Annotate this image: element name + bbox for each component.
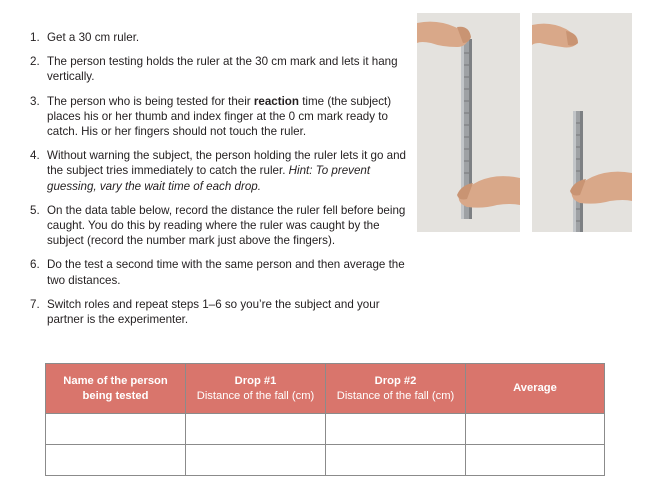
table-cell[interactable] (466, 445, 605, 476)
table-cell[interactable] (326, 445, 466, 476)
header-line: Drop #1 (234, 374, 277, 387)
step-6 (30, 257, 415, 287)
table-cell[interactable] (186, 445, 326, 476)
column-header-drop-2 (326, 364, 466, 414)
step-number: 1. (30, 31, 40, 44)
instruction-steps (30, 30, 415, 336)
step-text-part: Without warning the subject, the person holding the ruler lets it go and the subject tries immediately to catch the ruler. (47, 149, 406, 178)
reaction-data-table (45, 363, 605, 476)
ruler-drop-start-illustration (417, 13, 520, 232)
ruler-caught-by-fingers-photo (532, 13, 632, 232)
ruler-drop-caught-illustration (532, 13, 632, 232)
step-3 (30, 94, 415, 140)
step-text: Get a 30 cm ruler. (47, 31, 140, 44)
header-subline: Distance of the fall (cm) (196, 389, 315, 402)
header-line: Name of the person (63, 374, 168, 387)
table-header-row (46, 364, 605, 414)
step-text-part: time (the subject) places his or her thumb and index finger at the 0 cm mark ready to catch. His or her fingers should not touch the ruler. (47, 94, 392, 139)
table-cell[interactable] (46, 414, 186, 445)
step-number: 5. (30, 203, 40, 217)
column-header-drop-1 (186, 364, 326, 414)
step-number: 6. (30, 258, 40, 272)
step-4 (30, 148, 415, 194)
step-number: 2. (30, 55, 40, 69)
table-row (46, 445, 605, 476)
step-text: Do the test a second time with the same person and then average the two distances. (47, 258, 405, 287)
step-bold-term: reaction (253, 94, 299, 108)
ruler-held-at-top-photo (417, 13, 520, 232)
table-cell[interactable] (326, 414, 466, 445)
step-number: 3. (30, 94, 40, 108)
step-1 (30, 30, 415, 45)
step-text (47, 94, 415, 140)
step-text: On the data table below, record the distance the ruler fell before being caught. You do this by reading where the ruler was caught by the subject (record the number mark just above the fingers). (47, 203, 406, 248)
table-cell[interactable] (186, 414, 326, 445)
step-text (47, 148, 415, 194)
header-line: Average (513, 382, 557, 394)
column-header-average (466, 364, 605, 414)
table-cell[interactable] (46, 445, 186, 476)
step-text: The person testing holds the ruler at the 30 cm mark and lets it hang vertically. (47, 55, 398, 84)
step-5 (30, 203, 415, 249)
column-header-name (46, 364, 186, 414)
step-number: 7. (30, 297, 40, 311)
header-line: Drop #2 (374, 374, 417, 387)
header-subline: Distance of the fall (cm) (336, 389, 455, 402)
step-text-part: The person who is being tested for their (47, 94, 254, 108)
step-text: Switch roles and repeat steps 1–6 so you’re the subject and your partner is the experimenter. (47, 297, 380, 327)
step-2 (30, 54, 415, 84)
table-cell[interactable] (466, 414, 605, 445)
step-7 (30, 297, 415, 327)
step-hint: Hint: To prevent guessing, vary the wait time of each drop. (47, 164, 371, 193)
table-row (46, 414, 605, 445)
step-number: 4. (30, 149, 40, 163)
header-line: being tested (82, 389, 149, 402)
